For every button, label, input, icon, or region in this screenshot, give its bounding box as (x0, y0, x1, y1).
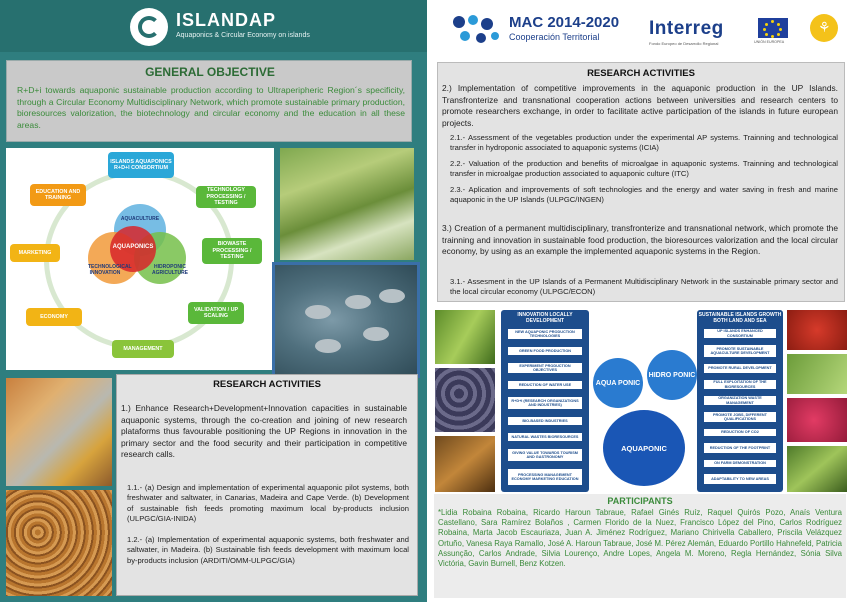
eu-flag-icon (758, 18, 788, 38)
logo-title: ISLANDAP (176, 10, 277, 30)
flow-right-item: REDUCTION OF CO2 (703, 428, 777, 437)
flow-left-item: R+D+I (RESEARCH ORGANIZATIONS AND INDUSTRIES) (507, 396, 583, 410)
activity-2-2: 2.2.- Valuation of the production and benefits of microalgae in aquaponic systems. Trainning and technological transfer in microalgae production associated to aquaponic culture (ITC) (450, 159, 838, 179)
flow-right-item: ADAPTABILITY TO NEW AREAS (703, 473, 777, 485)
participants-list: *Lidia Robaina Robaina, Ricardo Haroun Tabraue, Rafael Ginés Ruíz, Raquel Quirós Pozo, Anaís Ventura Castellano, Sara Ramírez Bolaños , Carmen Florido de la Nuez, Francisco López del Pino, Carlos Rodríguez Robaina, Marta Jacob Escauriaza, Juan A. Jiménez Rodríguez, Mariano Chirivella Caballero, Priscila Velázquez Ortuño, Vanesa Raya Ramallo, José A. Haroun Tabraue, José M. Pérez Alemán, Eduardo Portillo Hahnefeld, Patricia Assunção, Carlos Andrade, Silvia Lourenço, Andre Lopes, Angela M. Moreno, Regla Hernández, Sónia Silva Victória, Gavin Burnell, Benz Kotzen. (438, 508, 842, 569)
flow-right-item: FULL EXPLOITATION OF THE BIORESOURCES (703, 379, 777, 390)
fish-and-samples-photo (6, 378, 112, 486)
node-economy: ECONOMY (26, 308, 82, 326)
participants-title: PARTICIPANTS (607, 496, 673, 506)
general-objective-text: R+D+i towards aquaponic sustainable production according to Ultraperipheric Region´s specificity, through a Circular Economy Multidisciplinary Network, which promote sustainable primary production, bioresources valorization, the biotechnology and circular economy and the education in all these areas. (17, 85, 405, 130)
bubble-hidro: HIDRO PONIC (647, 350, 697, 400)
research-activities-left (116, 374, 418, 596)
partner-logo-icon: ⚘ (810, 14, 838, 42)
research-activities-left-title: RESEARCH ACTIVITIES (213, 379, 321, 390)
node-education: EDUCATION AND TRAINING (30, 184, 86, 206)
flow-right-item: REDUCTION OF THE FOOTPRINT (703, 442, 777, 454)
research-activities-right (437, 62, 845, 302)
flow-left-item: GIVING VALUE TOWARDS TOURISM AND GASTRONOMY (507, 448, 583, 462)
venn-label-hidroponic: HIDROPONIC AGRICULTURE (152, 264, 189, 276)
node-technology: TECHNOLOGY PROCESSING / TESTING (196, 186, 256, 208)
fish-icon (363, 327, 389, 341)
flow-right-item: ON FARM DEMONSTRATION (703, 459, 777, 468)
flow-left-item: NATURAL WASTES BIORESOURCES (507, 432, 583, 442)
node-management: MANAGEMENT (112, 340, 174, 358)
lettuce-tile-photo (787, 446, 847, 492)
flow-left-item: GREEN FOOD PRODUCTION (507, 346, 583, 356)
activity-2-1: 2.1.- Assessment of the vegetables production under the experimental AP systems. Trainning and technological transfer in hydroponic associated to aquaponic systems (ICIA) (450, 133, 838, 153)
flow-right-item: PROMOTE JOBS, DIFFERENT QUALIFICATIONS (703, 411, 777, 423)
fish-icon (379, 289, 405, 303)
node-biowaste: BIOWASTE PROCESSING / TESTING (202, 238, 262, 264)
flow-left-item: EXPERIMENT PRODUCTION OBJECTIVES (507, 362, 583, 374)
general-objective-box (6, 60, 412, 142)
venn-label-aquaculture: AQUACULTURE (120, 216, 160, 222)
fish-icon (305, 305, 331, 319)
islandap-logo-icon (130, 8, 168, 46)
mac-subtitle: Cooperación Territorial (509, 32, 600, 42)
activity-3: 3.) Creation of a permanent multidisciplinary, transfronterize and transnational network, which promote the trainning and innovation in sustainable food production, the bioresources valorization and the local circular economy, by using as an example the implemented aquaponic systems in the Region. (442, 223, 838, 257)
interreg-subtitle: Fondo Europeo de Desarrollo Regional (649, 41, 719, 46)
activity-1-2: 1.2.- (a) Implementation of experimental aquaponic systems, both freshwater and saltwater, in Madeira. (b) Sustainable fish feeds development with maximum local by-products inclusion (ARDITI/OMM-ULPGC/GIA) (127, 535, 409, 565)
fish-icon (315, 339, 341, 353)
node-consortium: ISLANDS AQUAPONICS R+D+I CONSORTIUM (108, 152, 174, 178)
activity-3-1: 3.1.- Assesment in the UP Islands of a Permanent Multidisciplinary Network in the sustainable primary sector and the local circular economy (ULPGC/ECON) (450, 277, 838, 297)
activity-1: 1.) Enhance Research+Development+Innovation capacities in sustainable aquaponic systems, through the co-creation and joining of new research plataforms thus favourable positioning the UP Regions in innovation in the primary sector and the food security and their participation in competitive research calls. (121, 403, 407, 460)
flow-left-item: PROCESSING MANAGEMENT ECONOMY MARKETING EDUCATION (507, 468, 583, 486)
activity-2-3: 2.3.- Aplication and improvements of soft technologies and the energy and water saving in fresh and marine aquaponic in the UP Islands (ULPGC/INGEN) (450, 185, 838, 205)
research-activities-right-title: RESEARCH ACTIVITIES (587, 68, 695, 79)
fish-icon (345, 295, 371, 309)
grapes-photo (435, 368, 495, 432)
eu-label: UNIÓN EUROPEA (754, 40, 785, 44)
activity-1-1: 1.1.- (a) Design and implementation of experimental aquaponic pilot systems, both freshwater and saltwater, in Canarias, Madeira and Cape Verde. (b) Development of sustainable fish feeds promoting maximum local by-products inclusion (ULPGC/GIA-INIDA) (127, 483, 409, 524)
flow-left-title: INNOVATION LOCALLY DEVELOPMENT (517, 312, 573, 324)
bubble-aqua: AQUA PONIC (593, 358, 643, 408)
general-objective-title: GENERAL OBJECTIVE (145, 65, 275, 79)
flow-left-item: NEW AQUAPONIC PRODUCTION TECHNOLOGIES (507, 328, 583, 340)
bubble-aquaponic: AQUAPONIC (603, 410, 685, 486)
tomatoes-photo (787, 310, 847, 350)
flow-left-column (501, 310, 589, 492)
radish-photo (787, 398, 847, 442)
flow-right-item: PROMOTE SUSTAINABLE AQUACULTURE DEVELOPMENT (703, 344, 777, 358)
cycle-diagram (6, 148, 274, 370)
flow-right-column (697, 310, 783, 492)
flow-right-title: SUSTAINABLE ISLANDS GROWTH BOTH LAND AND SEA (698, 312, 782, 324)
activity-2: 2.) Implementation of competitive improvements in the aquaponic production in the UP Islands. Transfronterize and transnational cooperation actions between universities and research centers to promote researchers exchange, in order to facilitate active participation of the islands in future european projects. (442, 83, 838, 128)
node-marketing: MARKETING (10, 244, 60, 262)
islandap-header (0, 0, 427, 52)
venn-label-aquaponics: AQUAPONICS (112, 244, 154, 250)
venn-label-technological: TECHNOLOGICAL INNOVATION (88, 264, 132, 276)
node-validation: VALIDATION / UP SCALING (188, 302, 244, 324)
mac-title: MAC 2014-2020 (509, 14, 620, 31)
leaf-photo (435, 310, 495, 364)
mac-logo-icon (449, 12, 503, 46)
flow-right-item: UP ISLANDS ENHANCED CONSORTIUM (703, 328, 777, 339)
sustainability-flow-diagram (433, 310, 847, 492)
flow-right-item: PROMOTE RURAL DEVELOPMENT (703, 363, 777, 374)
greens-photo (787, 354, 847, 394)
flow-left-item: BIO-BASED INDUSTRIES (507, 416, 583, 426)
fish-feed-pellets-photo (6, 490, 112, 596)
palm-photo (435, 436, 495, 492)
flow-right-item: ORGANIZATION WASTE MANAGEMENT (703, 395, 777, 406)
participants-box (434, 494, 846, 598)
lettuce-photo (280, 148, 414, 260)
flow-left-item: REDUCTION OF WATER USE (507, 380, 583, 390)
fish-tank-photo (272, 262, 420, 378)
logo-subtitle: Aquaponics & Circular Economy on islands (176, 32, 310, 39)
interreg-logo: Interreg (649, 18, 724, 39)
